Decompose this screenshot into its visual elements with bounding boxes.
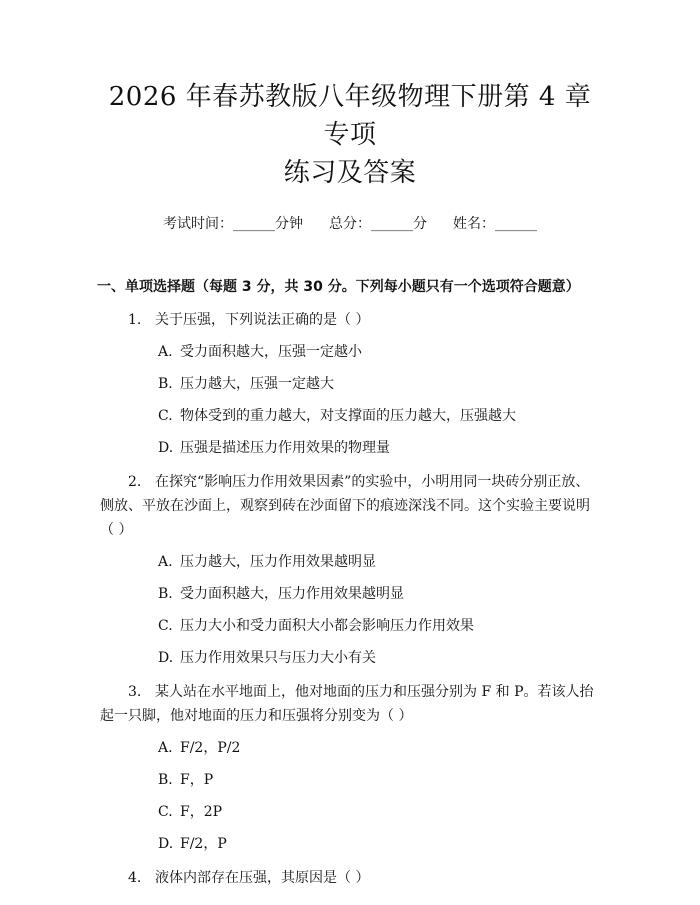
option-text: 压力作用效果只与压力大小有关 [180, 650, 376, 666]
option-b [100, 582, 600, 606]
option-text: 压强是描述压力作用效果的物理量 [180, 440, 390, 456]
exam-score: 总分：______分 [329, 216, 427, 232]
question-2 [100, 470, 600, 670]
student-name: 姓名：______ [453, 216, 537, 232]
option-text: 压力大小和受力面积大小都会影响压力作用效果 [180, 618, 474, 634]
option-b [100, 768, 600, 792]
option-text: 物体受到的重力越大，对支撑面的压力越大，压强越大 [180, 408, 516, 424]
question-text: 关于压强，下列说法正确的是（ ） [155, 312, 370, 328]
option-a [100, 736, 600, 760]
option-letter: C. [158, 804, 173, 820]
option-a [100, 340, 600, 364]
question-number: 4. [128, 870, 142, 886]
option-c [100, 614, 600, 638]
document-title [100, 0, 600, 192]
option-letter: D. [158, 440, 174, 456]
question-number: 1. [128, 312, 142, 328]
option-text: F/2，P [180, 836, 227, 852]
option-text: 压力越大，压力作用效果越明显 [180, 554, 376, 570]
option-letter: B. [158, 586, 173, 602]
option-d [100, 832, 600, 856]
exam-time: 考试时间：______分钟 [163, 216, 303, 232]
option-text: 压力越大，压强一定越大 [180, 376, 334, 392]
question-3 [100, 680, 600, 856]
option-letter: A. [158, 344, 173, 360]
option-letter: A. [158, 740, 173, 756]
option-text: 受力面积越大，压强一定越小 [180, 344, 362, 360]
question-stem [100, 680, 600, 728]
question-4 [100, 866, 600, 890]
option-letter: A. [158, 554, 173, 570]
option-letter: C. [158, 618, 173, 634]
question-1 [100, 308, 600, 460]
section-heading: 一、单项选择题（每题 3 分，共 30 分。下列每小题只有一个选项符合题意） [97, 279, 580, 295]
option-text: F，2P [180, 804, 223, 820]
question-text: 某人站在水平地面上，他对地面的压力和压强分别为 F 和 P。若该人抬起一只脚，他对地面的压力和压强将分别变为（ ） [100, 684, 594, 724]
question-stem [100, 470, 600, 542]
option-letter: B. [158, 772, 173, 788]
question-stem [100, 866, 600, 890]
option-text: 受力面积越大，压力作用效果越明显 [180, 586, 404, 602]
question-number: 2. [128, 474, 142, 490]
option-letter: C. [158, 408, 173, 424]
option-letter: D. [158, 650, 174, 666]
option-c [100, 404, 600, 428]
question-text: 液体内部存在压强，其原因是（ ） [155, 870, 370, 886]
option-b [100, 372, 600, 396]
title-line-1: 2026 年春苏教版八年级物理下册第 4 章专项 [108, 82, 592, 150]
option-text: F，P [180, 772, 214, 788]
exam-meta [100, 214, 600, 234]
option-text: F/2，P/2 [180, 740, 241, 756]
option-a [100, 550, 600, 574]
title-line-2: 练习及答案 [283, 158, 417, 188]
question-number: 3. [128, 684, 142, 700]
option-c [100, 800, 600, 824]
option-letter: D. [158, 836, 174, 852]
option-letter: B. [158, 376, 173, 392]
question-text: 在探究“影响压力作用效果因素”的实验中，小明用同一块砖分别正放、侧放、平放在沙面上，观察到砖在沙面留下的痕迹深浅不同。这个实验主要说明（ ） [100, 474, 590, 538]
question-stem [100, 308, 600, 332]
option-d [100, 646, 600, 670]
option-d [100, 436, 600, 460]
